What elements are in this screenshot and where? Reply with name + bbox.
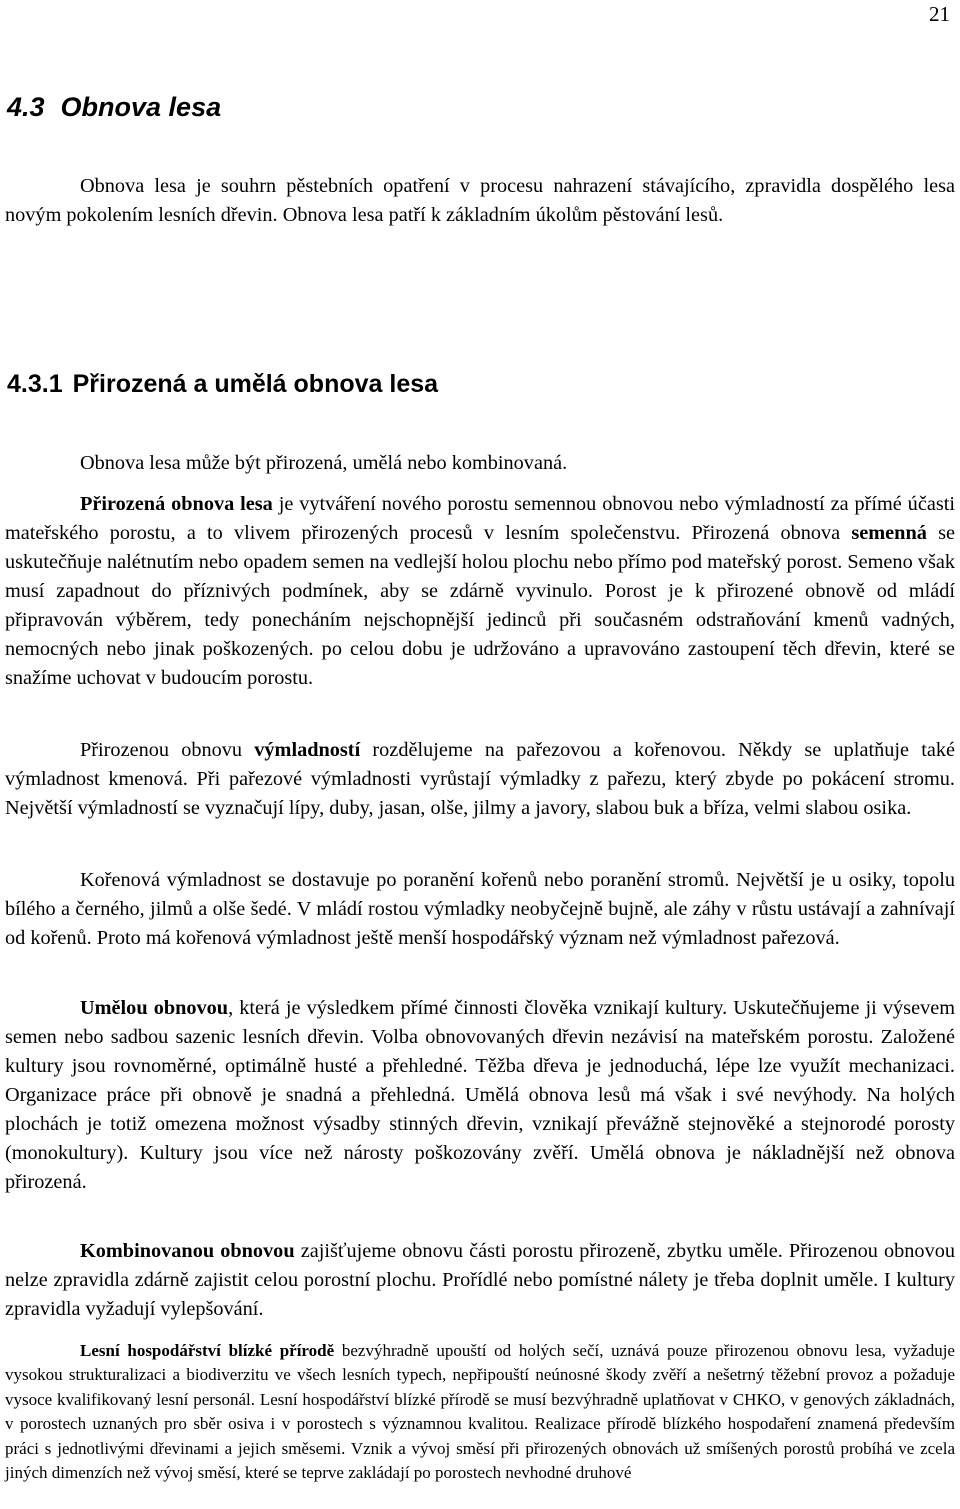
paragraph-2-block [5, 490, 955, 693]
section-number: 4.3 [7, 92, 45, 122]
paragraph-7: Lesní hospodářství blízké přírodě bezvýhradně upouští od holých sečí, uznává pouze přirozenou obnovu lesa, vyžaduje vysokou strukturalizaci a biodiverzitu ve všech lesních typech, nepřipouští neúnosné škody zvěří a nešetrný těžební provoz a požaduje vysoce kvalifikovaný lesní personál. Lesní hospodářství blízké přírodě se musí bezvýhradně uplatňovat v CHKO, v genových základnách, v porostech uznaných pro sběr osiva i v porostech s významnou kvalitou. Realizace přírodě blízkého hospodaření znamená především práci s jednotlivými dřevinami a jejich směsemi. Vznik a vývoj směsí při přirozených obnovách už smíšených porostů probíhá ve zcela jiných dimenzích než vývoj směsí, které se teprve zakládají po porostech nevhodné druhové [5, 1341, 955, 1483]
paragraph-5: Umělou obnovou, která je výsledkem přímé činnosti člověka vznikají kultury. Uskutečňujeme ji výsevem semen nebo sadbou sazenic lesních dřevin. Volba obnovovaných dřevin nezávisí na mateřském porostu. Založené kultury jsou rovnoměrné, optimálně husté a přehledné. Těžba dřeva je jednoduchá, lépe lze využít mechanizaci. Organizace práce při obnově je snadná a přehledná. Umělá obnova lesů má však i své nevýhody. Na holých plochách je totiž omezena možnost výsadby stinných dřevin, vznikají převážně stejnověké a stejnorodé porosty (monokultury). Kultury jsou více než nárosty poškozovány zvěří. Umělá obnova je nákladnější než obnova přirozená. [5, 997, 955, 1193]
term-coppice: výmladností [254, 739, 361, 761]
subsection-heading [7, 370, 438, 399]
intro-paragraph: Obnova lesa je souhrn pěstebních opatření v procesu nahrazení stávajícího, zpravidla dospělého lesa novým pokolením lesních dřevin. Obnova lesa patří k základním úkolům pěstování lesů. [5, 175, 955, 226]
subsection-title: Přirozená a umělá obnova lesa [72, 370, 439, 398]
paragraph-6: Kombinovanou obnovou zajišťujeme obnovu části porostu přirozeně, zbytku uměle. Přirozenou obnovou nelze zpravidla zdárně zajistit celou porostní plochu. Prořídlé nebo pomístné nálety je třeba doplnit uměle. I kultury zpravidla vyžadují vylepšování. [5, 1240, 955, 1320]
subsection-number: 4.3.1 [7, 370, 63, 398]
paragraph-4-block [5, 866, 955, 953]
paragraph-5-block [5, 994, 955, 1197]
section-title: Obnova lesa [60, 92, 222, 122]
term-seed: semenná [851, 522, 927, 544]
paragraph-6-block [5, 1237, 955, 1324]
term-artificial-regeneration: Umělou obnovou [80, 997, 229, 1019]
intro-block [5, 172, 955, 230]
paragraph-1: Obnova lesa může být přirozená, umělá nebo kombinovaná. [80, 452, 568, 474]
paragraph-2: Přirozená obnova lesa je vytváření nového porostu semennou obnovou nebo výmladností za přímé účasti mateřského porostu, a to vlivem přirozených procesů v lesním společenstvu. Přirozená obnova semenná se uskutečňuje nalétnutím nebo opadem semen na vedlejší holou plochu nebo přímo pod mateřský porost. Semeno však musí zapadnout do příznivých podmínek, aby se zdárně vyvinulo. Porost je k přirozené obnově od mládí připravován výběrem, tedy ponecháním nejschopnější jedinců při současném odstraňování kmenů vadných, nemocných nebo jinak poškozených. po celou dobu je udržováno a upravováno zastoupení těch dřevin, které se snažíme uchovat v budoucím porostu. [5, 493, 955, 689]
paragraph-3: Přirozenou obnovu výmladností rozdělujeme na pařezovou a kořenovou. Někdy se uplatňuje také výmladnost kmenová. Při pařezové výmladnosti vyrůstají výmladky z pařezu, který zbyde po pokácení stromu. Největší výmladností se vyznačují lípy, duby, jasan, olše, jilmy a javory, slabou buk a bříza, velmi slabou osika. [5, 739, 955, 819]
term-natural-regeneration: Přirozená obnova lesa [80, 493, 273, 515]
page-number: 21 [929, 2, 950, 26]
paragraph-3-block [5, 736, 955, 823]
paragraph-7-block [5, 1339, 955, 1485]
paragraph-4: Kořenová výmladnost se dostavuje po poranění kořenů nebo poranění stromů. Největší je u osiky, topolu bílého a černého, jilmů a olše šedé. V mládí rostou výmladky neobyčejně bujně, ale záhy v růstu ustávají a zahnívají od kořenů. Proto má kořenová výmladnost ještě menší hospodářský význam než výmladnost pařezová. [5, 869, 955, 949]
paragraph-1-block [5, 449, 955, 478]
term-close-to-nature: Lesní hospodářství blízké přírodě [80, 1341, 335, 1360]
term-combined-regeneration: Kombinovanou obnovou [80, 1240, 295, 1262]
section-heading [7, 92, 221, 123]
